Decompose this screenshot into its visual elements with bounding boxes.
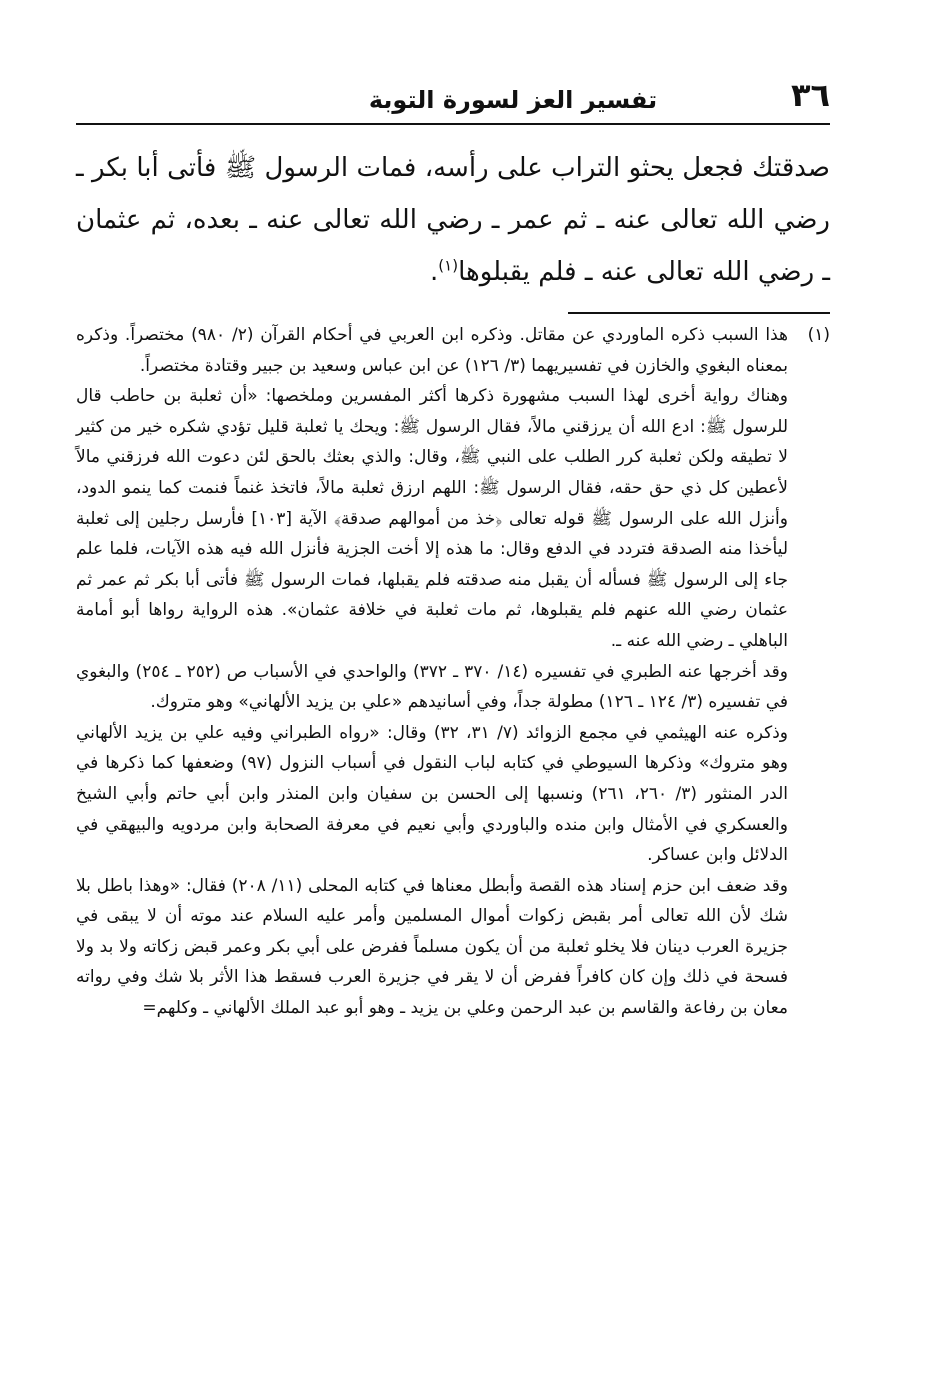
footnote-body (76, 320, 788, 1024)
header-rule (76, 123, 830, 125)
main-paragraph-text: صدقتك فجعل يحثو التراب على رأسه، فمات الرسول ﷺ فأتى أبا بكر ـ رضي الله تعالى عنه ـ ثم عمر ـ رضي الله تعالى عنه ـ بعده، ثم عثمان ـ رضي الله تعالى عنه ـ فلم يقبلوها (76, 153, 830, 287)
running-title: تفسير العز لسورة التوبة (368, 86, 658, 114)
footnote-paragraph: وقد أخرجها عنه الطبري في تفسيره (١٤/ ٣٧٠ ـ ٣٧٢) والواحدي في الأسباب ص (٢٥٢ ـ ٢٥٤) والبغوي في تفسيره (٣/ ١٢٤ ـ ١٢٦) مطولة جداً، وفي أسانيدهم «علي بن يزيد الألهاني» وهو متروك. (76, 661, 789, 713)
main-text (76, 142, 830, 298)
footnote-marker: (١) (807, 325, 830, 345)
footnote-1 (76, 320, 830, 1024)
footnote-paragraph: وذكره عنه الهيثمي في مجمع الزوائد (٧/ ٣١، ٣٢) وقال: «رواه الطبراني وفيه علي بن يزيد الألهاني وهو متروك» وذكرها السيوطي في كتابه لباب النقول في أسباب النزول (٩٧) وضعفها كما ذكرها في الدر المنثور (٣/ ٢٦٠، ٢٦١) ونسبها إلى الحسن بن سفيان وابن المنذر وابن أبي حاتم وأبي الشيخ والعسكري في الأمثال وابن منده والباوردي وأبي نعيم في معرفة الصحابة وابن مردويه والبيهقي في الدلائل وابن عساكر. (76, 722, 788, 866)
footnote-separator (568, 312, 830, 314)
footnote-reference: (١) (438, 256, 459, 275)
main-paragraph (76, 142, 830, 298)
footnote-paragraph: هذا السبب ذكره الماوردي عن مقاتل. وذكره ابن العربي في أحكام القرآن (٢/ ٩٨٠) مختصراً. وذكره بمعناه البغوي والخازن في تفسيريهما (٣/ ١٢٦) عن ابن عباس وسعيد بن جبير وقتادة مختصراً. (76, 325, 788, 376)
page-header (76, 72, 830, 122)
page-number: ٣٦ (790, 76, 830, 114)
footnote-paragraph: وهناك رواية أخرى لهذا السبب مشهورة ذكرها أكثر المفسرين وملخصها: «أن ثعلبة بن حاطب قال للرسول ﷺ: ادع الله أن يرزقني مالاً، فقال الرسول ﷺ: ويحك يا ثعلبة قليل تؤدي شكره خير من كثير لا تطيقه ولكن ثعلبة كرر الطلب على النبي ﷺ، وقال: والذي بعثك بالحق لئن دعوت الله فرزقني مالاً لأعطين كل ذي حق حقه، فقال الرسول ﷺ: اللهم ارزق ثعلبة مالاً، فاتخذ غنماً فنمت كما ينمو الدود، وأنزل الله على الرسول ﷺ قوله تعالى ﴿خذ من أموالهم صدقة﴾ الآية [١٠٣] فأرسل رجلين إلى ثعلبة ليأخذا منه الصدقة فتردد في الدفع وقال: ما هذه إلا أخت الجزية فأنزل الله فيه هذه الآيات، فلما علم جاء إلى الرسول ﷺ فسأله أن يقبل منه صدقته فلم يقبلها، فمات الرسول ﷺ فأتى أبا بكر ثم عمر ثم عثمان رضي الله عنهم فلم يقبلوها، ثم مات ثعلبة في خلافة عثمان». هذه الرواية رواها أبو أمامة الباهلي ـ رضي الله عنه ـ. (76, 386, 788, 651)
footnote-paragraph: وقد ضعف ابن حزم إسناد هذه القصة وأبطل معناها في كتابه المحلى (١١/ ٢٠٨) فقال: «وهذا باطل بلا شك لأن الله تعالى أمر بقبض زكوات أموال المسلمين وأمر عليه السلام عند موته أن لا يبقى في جزيرة العرب دينان فلا يخلو ثعلبة من أن يكون مسلماً ففرض على أبي بكر وعمر قبض زكاته ولا بد ولا فسحة في ذلك وإن كان كافراً ففرض أن لا يقر في جزيرة العرب فسقط هذا الأثر بلا شك وفي رواته معان بن رفاعة والقاسم بن عبد الرحمن وعلي بن يزيد ـ وهو أبو عبد الملك الألهاني ـ وكلهم= (76, 875, 788, 1019)
footnotes (76, 320, 830, 1024)
main-paragraph-end: . (430, 257, 439, 287)
